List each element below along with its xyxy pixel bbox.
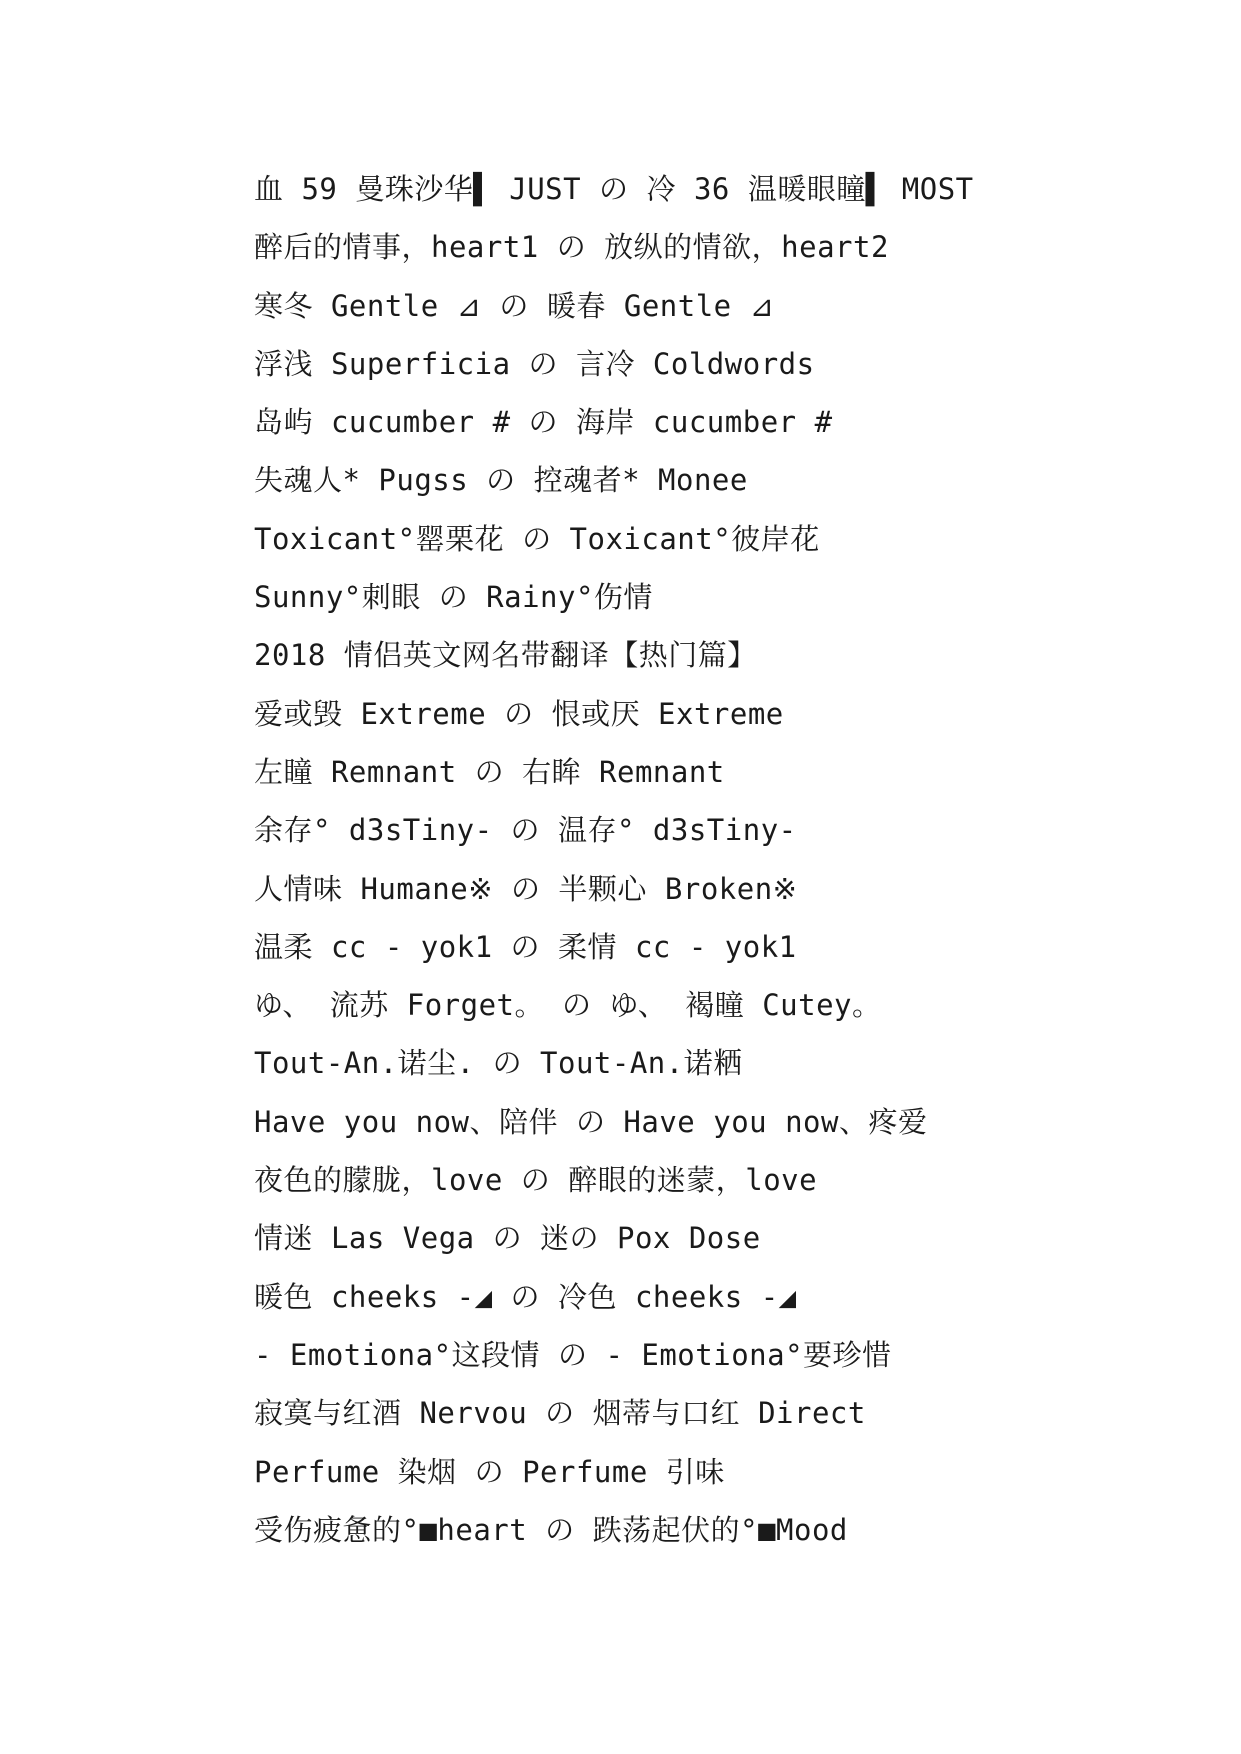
text-line: 余存° d3sTiny- の 温存° d3sTiny-	[254, 813, 797, 848]
text-line: 寒冬 Gentle ⊿ の 暖春 Gentle ⊿	[254, 288, 775, 323]
text-line: 寂寞与红酒 Nervou の 烟蒂与口红 Direct	[254, 1396, 866, 1431]
text-line: Have you now、陪伴 の Have you now、疼爱	[254, 1104, 928, 1139]
text-line: 夜色的朦胧，love の 醉眼的迷蒙，love	[254, 1163, 818, 1198]
text-line: 温柔 cc - yok1 の 柔情 cc - yok1	[254, 929, 797, 964]
text-line: 浮浅 Superficia の 言冷 Coldwords	[254, 346, 815, 381]
text-line: 血 59 曼珠沙华▌ JUST の 冷 36 温暖眼瞳▌ MOST	[254, 172, 974, 206]
text-line: 爱或毁 Extreme の 恨或厌 Extreme	[254, 696, 784, 731]
text-line: Toxicant°罂栗花 の Toxicant°彼岸花	[254, 521, 820, 556]
text-line: Sunny°刺眼 の Rainy°伤情	[254, 580, 653, 615]
text-line: Perfume 染烟 の Perfume 引味	[254, 1454, 725, 1489]
text-line: 左瞳 Remnant の 右眸 Remnant	[254, 754, 725, 789]
text-line: 岛屿 cucumber # の 海岸 cucumber #	[254, 405, 833, 440]
text-line: 醉后的情事，heart1 の 放纵的情欲，heart2	[254, 230, 889, 265]
text-line: 受伤疲惫的°■heart の 跌荡起伏的°■Mood	[254, 1512, 848, 1547]
text-line: ゆ、 流苏 Forget。 の ゆ、 褐瞳 Cutey。	[254, 988, 882, 1023]
text-line: 情迷 Las Vega の 迷の Pox Dose	[254, 1221, 761, 1256]
text-line: Tout-An.诺尘. の Tout-An.诺粞	[254, 1046, 743, 1081]
text-line: - Emotiona°这段情 の - Emotiona°要珍惜	[254, 1337, 892, 1372]
text-line: 暖色 cheeks -◢ の 冷色 cheeks -◢	[254, 1279, 797, 1314]
text-line: 人情味 Humane※ の 半颗心 Broken※	[254, 871, 798, 906]
section-heading: 2018 情侣英文网名带翻译【热门篇】	[254, 638, 757, 673]
document-body	[254, 160, 1014, 1559]
text-line: 失魂人* Pugss の 控魂者* Monee	[254, 463, 748, 498]
